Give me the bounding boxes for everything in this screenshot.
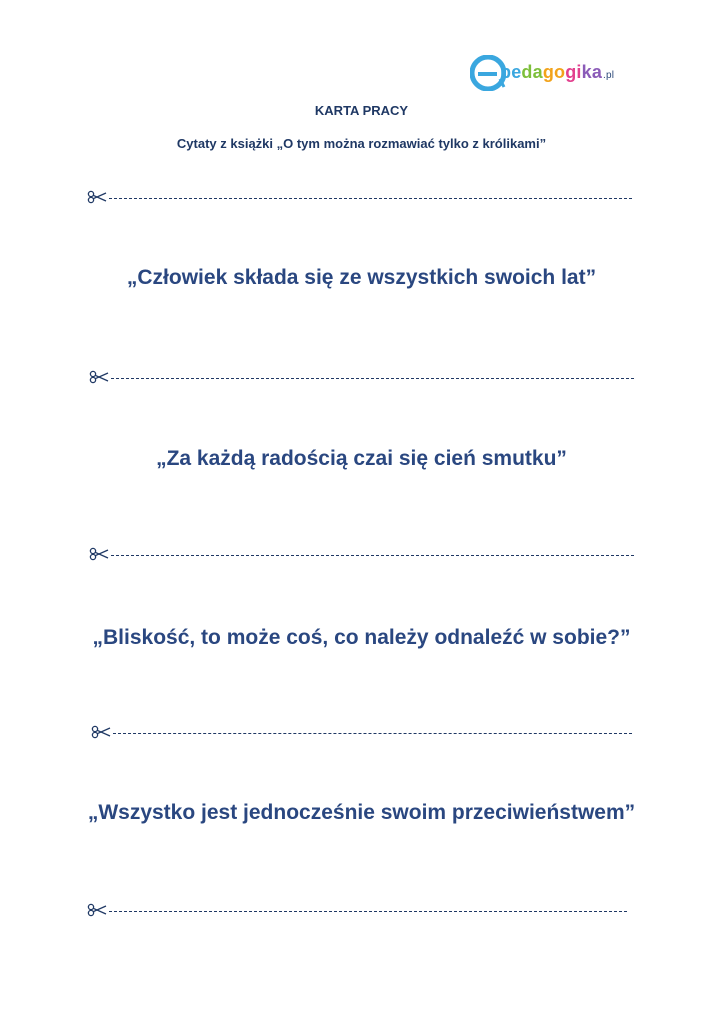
logo-wordmark [500,62,614,83]
dashed-line [111,378,634,379]
logo-part-2: da [521,62,543,82]
quote-1: „Człowiek składa się ze wszystkich swoich lat” [126,266,597,289]
logo-part-4: gi [565,62,582,82]
dashed-line [109,198,632,199]
logo-part-5: ka [581,62,603,82]
logo-part-1: pe [500,62,522,82]
logo-tld: .pl [603,70,615,81]
scissors-icon [89,370,109,384]
scissors-icon [89,547,109,561]
cut-line [89,370,634,384]
dashed-line [109,911,627,912]
page-subtitle: Cytaty z książki „O tym można rozmawiać tylko z królikami” [176,136,547,151]
page-title: KARTA PRACY [314,103,409,118]
cut-line [91,725,632,739]
dashed-line [113,733,632,734]
scissors-icon [91,725,111,739]
scissors-icon [87,903,107,917]
quote-2: „Za każdą radością czai się cień smutku” [156,447,567,470]
quote-4: „Wszystko jest jednocześnie swoim przeciwieństwem” [87,801,636,824]
quote-3: „Bliskość, to może coś, co należy odnaleźć w sobie?” [92,626,631,649]
cut-line [87,190,632,204]
cut-line [89,547,634,561]
epedagogika-logo [470,55,630,95]
logo-part-3: go [542,62,566,82]
cut-line [87,903,627,917]
dashed-line [111,555,634,556]
scissors-icon [87,190,107,204]
